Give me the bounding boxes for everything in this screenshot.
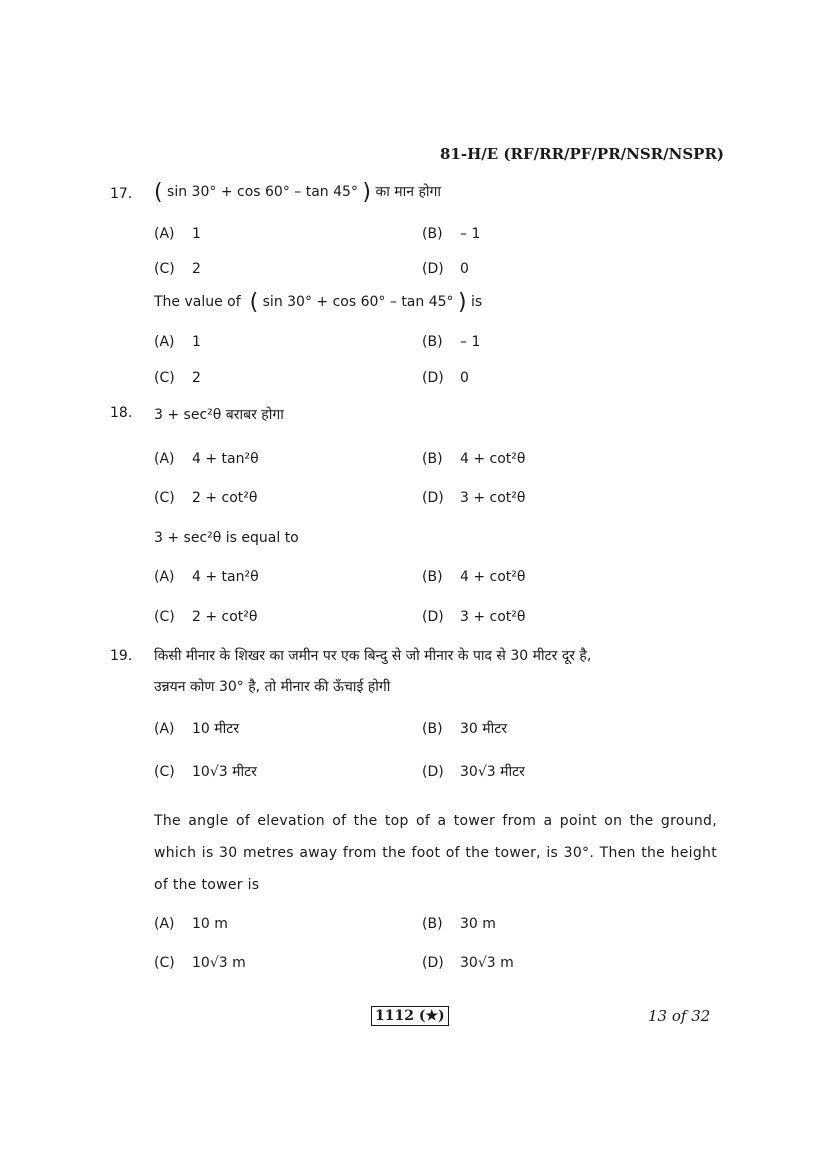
option-text: – 1 (460, 334, 481, 350)
option-c (154, 955, 246, 971)
option-text: 4 + tan²θ (192, 451, 259, 467)
expression: sin 30° + cos 60° – tan 45° (167, 184, 358, 200)
option-a (154, 916, 228, 932)
option-d (422, 609, 525, 625)
option-label: (D) (422, 955, 444, 971)
stem-text: का मान होगा (375, 184, 442, 200)
option-label: (D) (422, 370, 444, 386)
stem-text: The value of (154, 294, 241, 310)
option-a (154, 719, 239, 738)
question-stem-hi-line1: किसी मीनार के शिखर का जमीन पर एक बिन्दु से जो मीनार के पाद से 30 मीटर दूर है, (154, 648, 592, 664)
option-c (154, 762, 257, 781)
option-text: 2 (192, 261, 201, 277)
option-d (422, 261, 469, 277)
option-label: (B) (422, 569, 443, 585)
option-label: (B) (422, 334, 443, 350)
option-b (422, 719, 507, 738)
option-label: (A) (154, 226, 175, 242)
question-stem-hi: ( sin 30° + cos 60° – tan 45° ) का मान होगा (154, 180, 442, 205)
option-label: (B) (422, 226, 443, 242)
option-a (154, 226, 201, 242)
option-d (422, 370, 469, 386)
option-c (154, 261, 201, 277)
option-b (422, 451, 525, 467)
booklet-code: 1112 (★) (371, 1006, 449, 1026)
question-number: 18. (110, 405, 133, 421)
option-label: (A) (154, 721, 175, 737)
option-label: (D) (422, 764, 444, 780)
option-text: 1 (192, 226, 201, 242)
option-d (422, 955, 514, 971)
option-c (154, 370, 201, 386)
question-stem-hi-line2: उन्नयन कोण 30° है, तो मीनार की ऊँचाई होगी (154, 679, 391, 695)
option-label: (A) (154, 916, 175, 932)
question-stem-en: 3 + sec²θ is equal to (154, 530, 299, 546)
option-d (422, 762, 525, 781)
option-label: (D) (422, 609, 444, 625)
option-label: (C) (154, 955, 175, 971)
option-a (154, 451, 259, 467)
option-text: 30√3 मीटर (460, 764, 525, 780)
option-text: 2 + cot²θ (192, 609, 258, 625)
option-c (154, 490, 257, 506)
question-number: 19. (110, 648, 133, 664)
question-stem-en: The angle of elevation of the top of a tower from a point on the ground, which is 30 metres away from the foot of the tower, is 30°. Then the height of the tower is (154, 813, 717, 893)
option-a (154, 569, 259, 585)
option-text: 10 मीटर (192, 721, 240, 737)
stem-text: is (471, 294, 483, 310)
option-text: 1 (192, 334, 201, 350)
option-label: (C) (154, 490, 175, 506)
option-a (154, 334, 201, 350)
option-label: (A) (154, 334, 175, 350)
option-label: (B) (422, 721, 443, 737)
question-stem-en: The value of ( sin 30° + cos 60° – tan 45° ) is (154, 290, 483, 315)
option-label: (C) (154, 370, 175, 386)
option-label: (D) (422, 261, 444, 277)
option-b (422, 334, 480, 350)
question-number: 17. (110, 186, 133, 202)
option-b (422, 569, 525, 585)
option-label: (A) (154, 569, 175, 585)
option-b (422, 226, 480, 242)
option-text: 4 + tan²θ (192, 569, 259, 585)
option-text: 30√3 m (460, 955, 514, 971)
option-text: – 1 (460, 226, 481, 242)
option-text: 30 मीटर (460, 721, 508, 737)
paper-code-header: 81-H/E (RF/RR/PF/PR/NSR/NSPR) (440, 145, 725, 163)
option-text: 4 + cot²θ (460, 569, 526, 585)
expression: sin 30° + cos 60° – tan 45° (262, 294, 454, 310)
option-c (154, 609, 257, 625)
option-label: (B) (422, 916, 443, 932)
option-text: 4 + cot²θ (460, 451, 526, 467)
option-label: (D) (422, 490, 444, 506)
option-d (422, 490, 525, 506)
option-text: 2 (192, 370, 201, 386)
option-b (422, 916, 496, 932)
page-number: 13 of 32 (648, 1007, 711, 1025)
option-text: 10√3 मीटर (192, 764, 257, 780)
option-text: 10√3 m (192, 955, 246, 971)
option-text: 0 (460, 370, 469, 386)
option-label: (A) (154, 451, 175, 467)
option-text: 2 + cot²θ (192, 490, 258, 506)
option-label: (B) (422, 451, 443, 467)
question-stem-hi: 3 + sec²θ बराबर होगा (154, 407, 284, 423)
option-text: 10 m (192, 916, 228, 932)
option-text: 0 (460, 261, 469, 277)
option-label: (C) (154, 261, 175, 277)
option-label: (C) (154, 764, 175, 780)
option-text: 3 + cot²θ (460, 609, 526, 625)
option-text: 30 m (460, 916, 496, 932)
option-text: 3 + cot²θ (460, 490, 526, 506)
option-label: (C) (154, 609, 175, 625)
